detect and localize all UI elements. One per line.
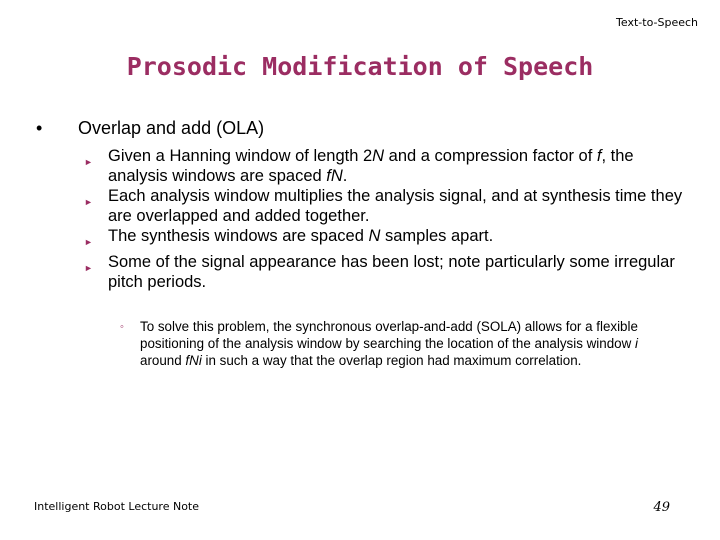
level2-item <box>84 146 684 186</box>
arrow-bullet-icon: ► <box>84 157 93 167</box>
text-segment: around <box>140 353 186 368</box>
bullet-icon: • <box>36 118 43 138</box>
arrow-bullet-icon: ► <box>84 263 93 273</box>
text-segment: i <box>635 336 638 351</box>
text-segment: . <box>342 167 348 185</box>
level3-item <box>120 318 680 369</box>
text-segment: Some of the signal appearance has been lost; note particularly some irregular pitch periods. <box>108 253 675 291</box>
level3-text <box>140 318 680 369</box>
header-tag: Text-to-Speech <box>616 16 698 29</box>
text-segment: N <box>368 227 381 245</box>
slide-title: Prosodic Modification of Speech <box>126 52 594 81</box>
level2-text <box>108 252 684 292</box>
text-segment: , the analysis windows are spaced <box>108 147 634 185</box>
text-segment: fN <box>326 167 343 185</box>
circle-bullet-icon: ◦ <box>120 321 124 333</box>
arrow-bullet-icon: ► <box>84 237 93 247</box>
level2-item <box>84 252 684 292</box>
text-segment: f <box>596 147 602 165</box>
text-segment: in such a way that the overlap region had maximum correlation. <box>201 353 582 368</box>
footer-note: Intelligent Robot Lecture Note <box>34 500 200 513</box>
text-segment: To solve this problem, the synchronous overlap-and-add (SOLA) allows for a flexible positioning of the analysis window by searching the location of the analysis window <box>140 319 638 351</box>
level2-item <box>84 186 684 226</box>
level1-bullet-item <box>36 118 696 139</box>
level1-text: Overlap and add (OLA) <box>78 118 265 138</box>
text-segment: The synthesis windows are spaced <box>108 227 369 245</box>
level2-text <box>108 186 684 226</box>
text-segment: fNi <box>185 353 202 368</box>
text-segment: N <box>372 147 385 165</box>
text-segment: Each analysis window multiplies the analysis signal, and at synthesis time they are overlapped and added together. <box>108 187 683 225</box>
level2-text <box>108 226 684 252</box>
arrow-bullet-icon: ► <box>84 197 93 207</box>
level2-item <box>84 226 684 252</box>
page-number: 49 <box>653 500 670 515</box>
level2-text <box>108 146 684 186</box>
level2-list <box>84 146 684 292</box>
text-segment: samples apart. <box>380 227 494 245</box>
text-segment: Given a Hanning window of length 2 <box>108 147 373 165</box>
text-segment: and a compression factor of <box>384 147 597 165</box>
